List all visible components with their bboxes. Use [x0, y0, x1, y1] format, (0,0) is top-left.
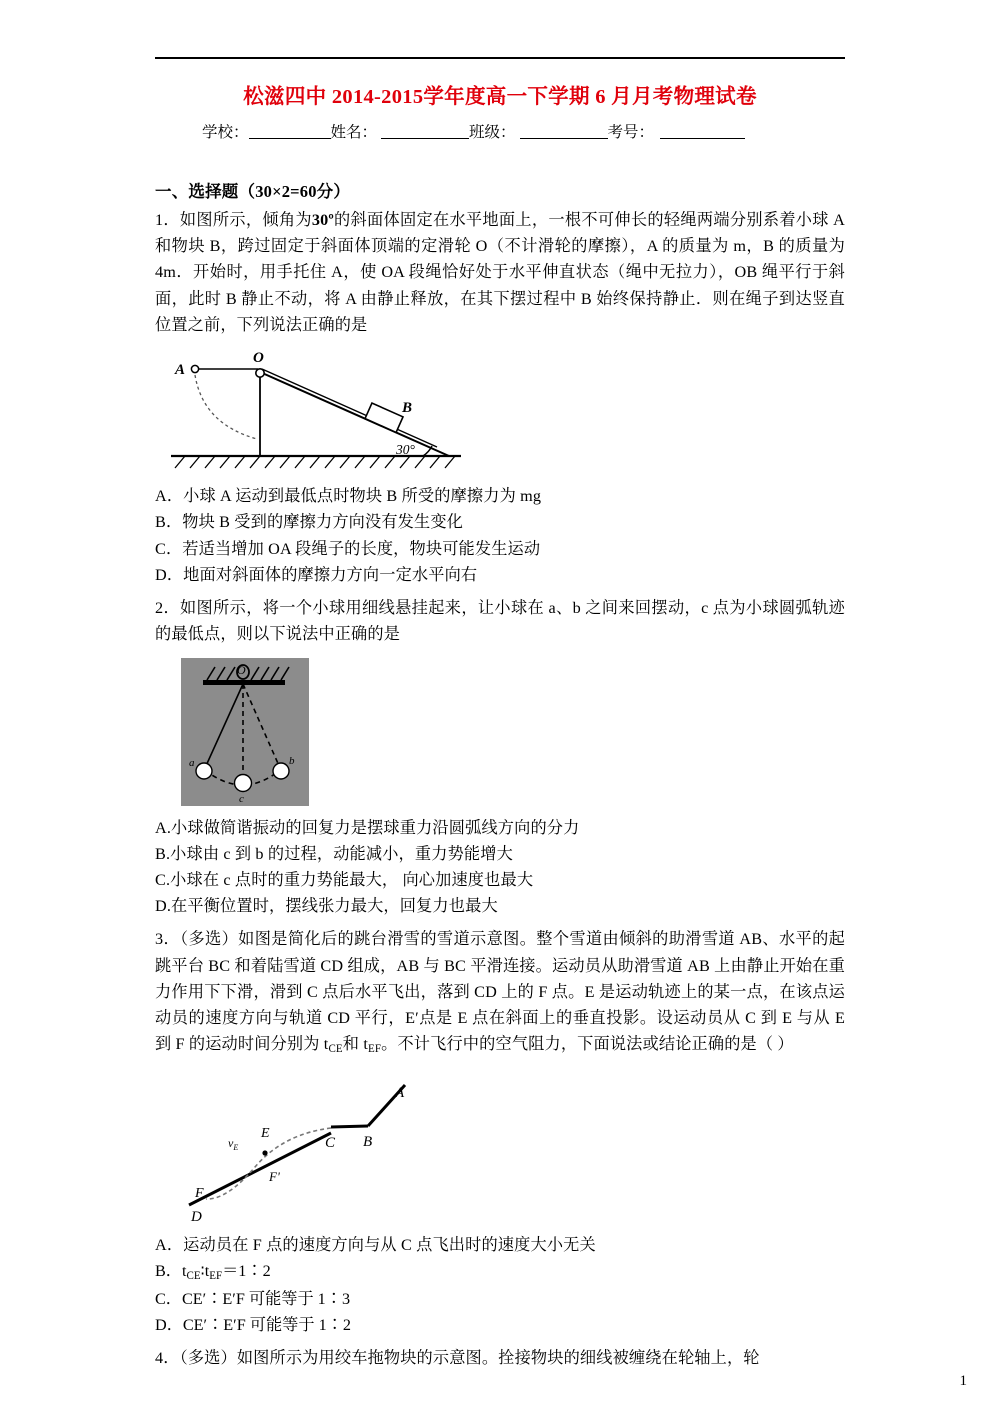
label-D: D: [191, 1209, 202, 1224]
question-2-options: [155, 815, 845, 920]
field-school: [202, 124, 331, 141]
subscript-EF: EF: [367, 1043, 382, 1056]
option-1-C[interactable]: C．若适当增加 OA 段绳子的长度，物块可能发生运动: [155, 539, 541, 558]
field-class-blank[interactable]: [520, 138, 608, 139]
label-B: B: [363, 1134, 373, 1151]
option-1-D[interactable]: D．地面对斜面体的摩擦力方向一定水平向右: [155, 565, 478, 584]
page-title: 松滋四中 2014-2015学年度高一下学期 6 月月考物理试卷: [243, 86, 757, 108]
field-school-label: 学校：: [202, 123, 249, 141]
question-4-text: 4．（多选）如图所示为用绞车拖物块的示意图。拴接物块的细线被缠绕在轮轴上，轮: [155, 1349, 760, 1368]
field-name-label: 姓名：: [330, 123, 378, 141]
question-2-text: 2．如图所示，将一个小球用细线悬挂起来，让小球在 a、b 之间来回摆动，c 点为小球圆弧轨迹的最低点，则以下说法中正确的是: [155, 599, 845, 644]
label-c: c: [239, 792, 244, 805]
pendulum-figure: [181, 658, 309, 806]
label-F-prime: F': [269, 1169, 280, 1185]
subscript-CE-opt: CE: [186, 1270, 201, 1282]
field-exam-number: [608, 124, 746, 141]
question-2-figure: [181, 658, 845, 811]
field-class: [469, 124, 608, 141]
question-1-figure: [161, 346, 845, 479]
option-2-B[interactable]: B.小球由 c 到 b 的过程，动能减小，重力势能增大: [155, 844, 513, 863]
ski-jump-figure: [173, 1071, 441, 1223]
label-C: C: [325, 1135, 336, 1152]
label-B: B: [402, 400, 413, 417]
label-A: A: [395, 1085, 405, 1102]
option-3-B[interactable]: B．$t_{CE}∶t_{EF}=1∶2$: [155, 1262, 271, 1282]
section-heading: 一、选择题（30×2=60分）: [155, 181, 351, 201]
option-2-D[interactable]: D.在平衡位置时，摆线张力最大，回复力也最大: [155, 897, 498, 916]
question-1-options: [155, 483, 845, 588]
label-E: E: [261, 1126, 270, 1142]
label-angle-30: 30°: [396, 442, 415, 458]
option-1-B[interactable]: B．物块 B 受到的摩擦力方向没有发生变化: [155, 513, 464, 532]
label-O: O: [253, 350, 264, 367]
field-school-blank[interactable]: [249, 138, 331, 139]
question-3-text: 3．（多选）如图是简化后的跳台滑雪的雪道示意图。整个雪道由倾斜的助滑雪道 AB、水平的起跳平台 BC 和着陆雪道 CD 组成，AB 与 BC 平滑连接。运动员从助滑雪道 AB 上由静止开始在重力作用下下滑，滑到 C 点后水平飞出，落到 CD 上的 F 点。E 是运动轨迹上的某一点，在该点运动员的速度方向与轨道 CD 平行，E′点是 E 点在斜面上的垂直投影。设运动员从 C 到 E 与从 E 到 F 的运动时间分别为 $t_{CE}$和 $t_{EF}$。不计飞行中的空气阻力，下面说法或结论正确的是（ ）: [155, 930, 845, 1056]
label-a: a: [189, 756, 195, 769]
label-F: F: [195, 1186, 204, 1202]
field-name-blank[interactable]: [381, 138, 469, 139]
option-2-A[interactable]: A.小球做简谐振动的回复力是摆球重力沿圆弧线方向的分力: [155, 818, 580, 837]
option-1-A[interactable]: A．小球 A 运动到最低点时物块 B 所受的摩擦力为 mg: [155, 487, 542, 506]
field-name: [331, 124, 470, 141]
question-3-figure: [173, 1071, 845, 1228]
option-3-D[interactable]: D．CE′∶E′F 可能等于 1∶2: [155, 1316, 351, 1335]
label-A: A: [175, 362, 186, 379]
subscript-EF-opt: EF: [209, 1270, 223, 1282]
label-vE: $v_E$: [228, 1136, 239, 1153]
field-exam-number-label: 考号：: [607, 123, 655, 141]
field-exam-number-blank[interactable]: [660, 138, 745, 139]
label-O: O: [237, 662, 246, 677]
angle-30-inline: 30º: [311, 210, 334, 229]
header-rule: [155, 57, 845, 59]
question-3-options: [155, 1232, 845, 1338]
option-2-C[interactable]: C.小球在 c 点时的重力势能最大， 向心加速度也最大: [155, 871, 534, 890]
page-content: [155, 0, 845, 1372]
option-3-C[interactable]: C．CE′∶E′F 可能等于 1∶3: [155, 1289, 351, 1308]
field-class-label: 班级：: [469, 123, 516, 141]
page-number: 1: [959, 1373, 967, 1389]
label-b: b: [289, 754, 295, 767]
subscript-CE: CE: [328, 1043, 343, 1056]
fill-in-fields-row: [155, 123, 845, 142]
option-3-A[interactable]: A．运动员在 F 点的速度方向与从 C 点飞出时的速度大小无关: [155, 1236, 596, 1255]
question-1-text: 1．如图所示，倾角为30º的斜面体固定在水平地面上，一根不可伸长的轻绳两端分别系着小球 A 和物块 B，跨过固定于斜面体顶端的定滑轮 O（不计滑轮的摩擦），A 的质量为 m，B 的质量为 4m．开始时，用手托住 A，使 OA 段绳恰好处于水平伸直状态（绳中无拉力），OB 绳平行于斜面，此时 B 静止不动，将 A 由静止释放，在其下摆过程中 B 始终保持静止．则在绳子到达竖直位置之前，下列说法正确的是: [155, 210, 845, 334]
inclined-plane-pulley-figure: [161, 346, 471, 474]
